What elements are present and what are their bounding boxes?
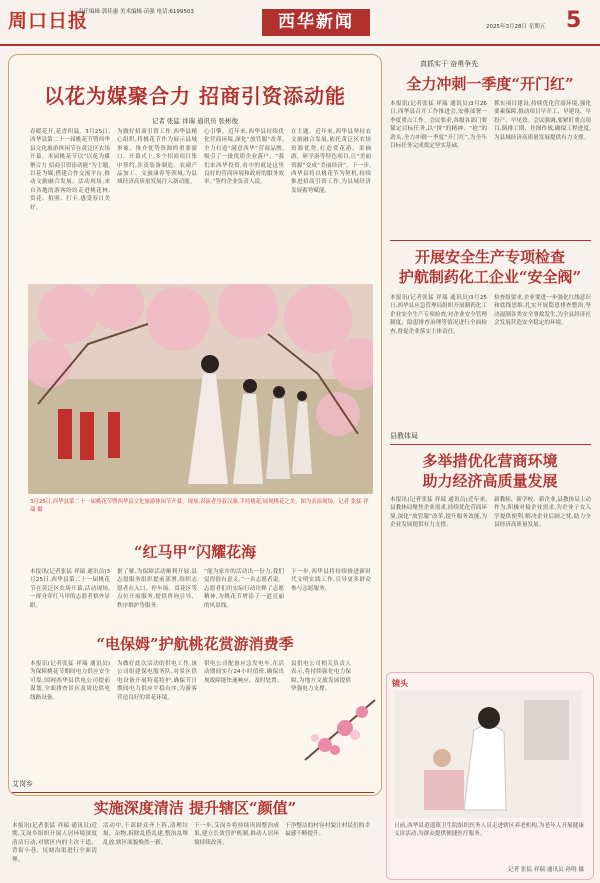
right2-column-2: 检查组要求,企业要进一步强化红线意识和底线思维,扎实开展隐患排查整治,坚决遏制各类安全事故发生,为全县经济社会发展营造安全稳定的环境。 xyxy=(494,295,591,327)
issue-date: 2025年3月28日 星期五 xyxy=(486,24,546,30)
photo-caption: 3月25日,西华县第二十一届桃花节暨西华县文化旅游休闲节开幕。现场,表演者身着汉服,手持桃花,展现桃花之美。图为表演现场。记者 张猛 祥瑞 摄 xyxy=(30,499,369,513)
right2-headline-line2: 护航制药化工企业“安全阀” xyxy=(398,268,582,286)
page-number: 5 xyxy=(566,8,582,33)
right-divider-2 xyxy=(390,444,591,445)
story3-column-2: 为做好此次活动的供电工作,该公司组建保电服务队,对景区供电设备开展特巡特护,确保节日期间电力供应平稳有序,为游客营造良好的赏花环境。 xyxy=(117,661,197,701)
story2-column-1: 本报讯(记者张猛 祥瑞 通讯员)3月25日,西华县第二十一届桃花节在黄泛区农场开幕,活动现场,一群身穿红马甲的志愿者格外显眼。 xyxy=(30,569,110,609)
story3-column-3: 供电公司配备应急发电车,在活动期间实行24小时值班,确保出现故障能快速响应、及时处置。 xyxy=(204,661,284,684)
newspaper-logo: 周口日报 xyxy=(8,10,89,32)
lead-column-2: 为做好招商引资工作,西华县精心组织,将桃花节作为展示县域形象、推介优势资源的重要窗口。开幕式上,多个招商项目集中签约,涉及装备制造、农副产品加工、文旅康养等领域,为县域经济高质量发展注入新动能。 xyxy=(117,129,197,186)
story2-column-4: 下一步,西华县将持续推进新时代文明实践工作,引导更多群众参与志愿服务。 xyxy=(291,569,371,592)
right3-column-1: 本报讯(记者张猛 祥瑞 通讯员)近年来,县教体局聚焦企业需求,持续优化营商环境,深化“放管服”改革,提升服务效能,为企业发展提供有力支撑。 xyxy=(390,497,487,529)
lead-column-3: 心引擎。近年来,西华县持续优化营商环境,深化“放管服”改革,全力打造“满意西华”营商品牌,吸引了一批优质企业落户。“我们来西华投资,看中的就是这里良好的营商环境和政府的服务效率。”签约企业负责人说。 xyxy=(204,129,284,186)
right-divider-1 xyxy=(390,240,591,241)
peach-blossom-photo xyxy=(28,284,373,494)
story4-column-2: 活动中,干部群众齐上阵,清理垃圾、杂物,拆除乱搭乱建,整治乱堆乱放,辖区面貌焕然一新。 xyxy=(103,823,188,846)
story3-column-4: 县供电公司相关负责人表示,将持续强化电力保障,为地方文旅发展提供坚强电力支撑。 xyxy=(291,661,351,693)
photo-box-caption: 日前,西华县逍遥镇卫生院组织医务人员走进辖区养老机构,为老年人开展健康义诊活动,为群众提供便捷医疗服务。 xyxy=(394,823,584,838)
clinic-photo xyxy=(394,690,582,818)
right1-headline: 全力冲刺一季度“开门红” xyxy=(406,75,574,93)
blossom-decoration-icon xyxy=(300,690,380,770)
story4-township: 艾岗乡 xyxy=(12,780,33,788)
right1-tag: 真抓实干 奋勇争先 xyxy=(420,60,479,68)
photo-box-tag: 镜头 xyxy=(392,678,408,688)
editor-info: 责任编辑·郭佳惠 美术编辑·苗强 电话:6199503 xyxy=(78,9,194,15)
lead-column-4: 在主题。近年来,西华县坚持农文旅融合发展,依托黄泛区农场资源优势,打造赏花游、采摘游、研学游等特色项目,让“美丽资源”变成“美丽经济”。下一步,西华县将以桃花节为契机,持续推进招商引资工作,为县域经济发展蓄势赋能。 xyxy=(291,129,371,194)
lead-column-1: 春暖花开,花香四溢。3月25日,西华县第二十一届桃花节暨西华县文化旅游休闲节在黄泛区农场开幕。本届桃花节以“以花为媒 聚合力 招商引资添动能”为主题,以花为媒,搭建合作交流平台,推动文旅融合发展。活动现场,来自各地的游客纷纷走进桃花林,赏花、拍照、打卡,感受春日美好。 xyxy=(30,129,110,211)
story3-column-1: 本报讯(记者张猛 祥瑞 通讯员)为保障桃花节期间电力供应安全可靠,国网西华县供电公司提前谋划,全面排查景区及周边供电线路设备。 xyxy=(30,661,110,701)
story4-headline: 实施深度清洁 提升辖区“颜值” xyxy=(93,799,297,817)
story4-column-4: 干净整洁的村容村貌让村民们的幸福感不断提升。 xyxy=(285,823,370,838)
right3-headline-line1: 多举措优化营商环境 xyxy=(422,452,558,470)
right3-tag: 县教体局 xyxy=(390,432,418,440)
lead-headline: 以花为媒聚合力 招商引资添动能 xyxy=(44,84,346,108)
right2-headline-line1: 开展安全生产专项检查 xyxy=(414,248,565,266)
section-title: 西华新闻 xyxy=(278,12,354,32)
section-banner xyxy=(262,9,370,36)
right3-column-2: 新教师、新学校、新企业,县教体局主动作为,积极对接企业需求,为企业子女入学提供便利,解决企业后顾之忧,助力全县经济高质量发展。 xyxy=(494,497,591,529)
story4-column-3: 下一步,艾岗乡将持续巩固整治成果,建立长效管护机制,推动人居环境持续改善。 xyxy=(194,823,279,846)
photo-box-credit: 记者 张猛 祥瑞 通讯员 孙明 摄 xyxy=(507,867,584,873)
lead-byline: 记者 张猛 祥瑞 通讯员 张彬俊 xyxy=(151,117,239,125)
right2-column-1: 本报讯(记者张猛 祥瑞 通讯员)3月25日,西华县应急管理局组织开展制药化工企业安全生产专项检查,对企业安全管理制度、隐患排查治理等情况进行全面检查,督促企业落实主体责任。 xyxy=(390,295,487,335)
right1-column-1: 本报讯(记者张猛 祥瑞 通讯员)3月26日,西华县召开工作推进会,安排部署一季度重点工作。会议要求,各级各部门要锚定目标任务,以“拼”的精神、“抢”的劲头,全力冲刺一季度“开门红”,为全年目标任务完成奠定坚实基础。 xyxy=(390,101,487,150)
right1-column-2: 抓实项目建设,持续优化营商环境,强化要素保障,推动项目早开工、早建设、早投产、早见效。会议强调,要紧盯重点项目,倒排工期、挂图作战,确保工程进度,为县域经济高质量发展提供有力支撑。 xyxy=(494,101,591,141)
story2-headline: “红马甲”闪耀花海 xyxy=(133,543,257,561)
right3-headline-line2: 助力经济高质量发展 xyxy=(422,472,558,490)
story4-rule xyxy=(12,792,374,793)
story2-column-3: “能为家乡的活动出一份力,我们觉得很有意义。”一名志愿者说。志愿者们用实际行动诠释了志愿精神,为桃花节增添了一道亮丽的风景线。 xyxy=(204,569,284,609)
story3-headline: “电保姆”护航桃花赏游消费季 xyxy=(96,635,294,653)
story4-column-1: 本报讯(记者张猛 祥瑞 通讯员)近期,艾岗乡组织开展人居环境深度清洁行动,对辖区内的主次干道、背街小巷、坑塘沟渠进行全面清理。 xyxy=(12,823,97,863)
story2-column-2: 据了解,为保障活动顺利开展,县志愿服务组织提前部署,组织志愿者在入口、停车场、赏花区等点位开展服务,提供咨询引导、秩序维护等服务。 xyxy=(117,569,197,609)
